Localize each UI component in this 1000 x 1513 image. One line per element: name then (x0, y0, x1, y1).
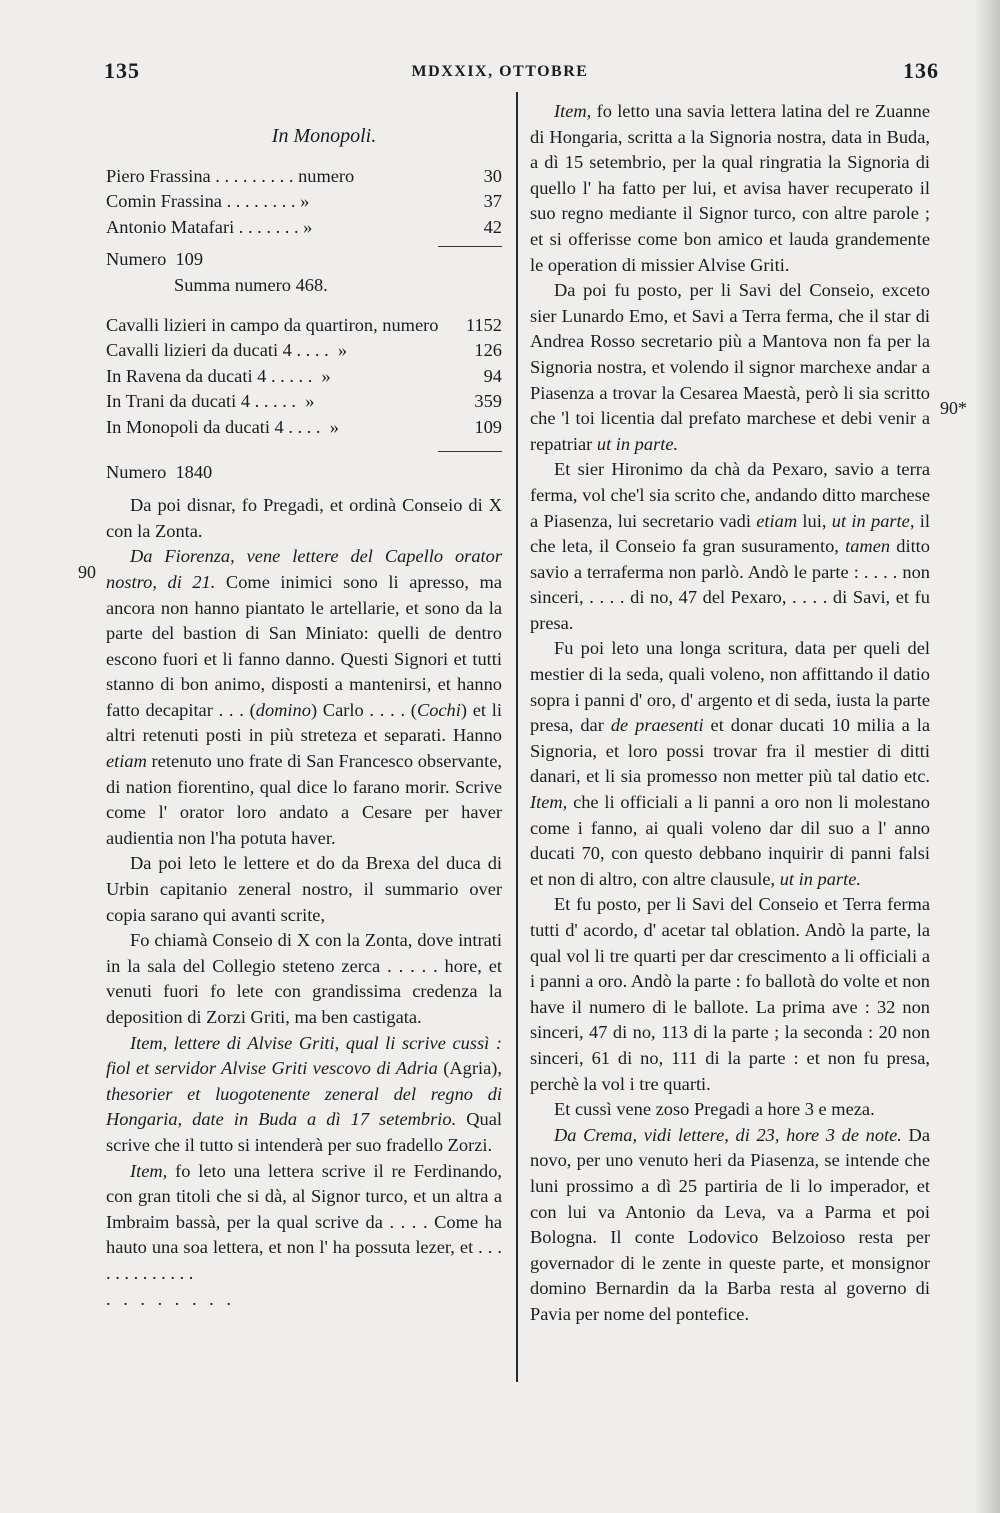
list-row: In Monopoli da ducati 4 . . . . » 109 (106, 416, 502, 437)
summa-line: Summa numero 468. (174, 274, 328, 295)
page-edge-shadow (974, 0, 1000, 1513)
list-row: In Ravena da ducati 4 . . . . . » 94 (106, 365, 502, 386)
count-list-1 (106, 164, 502, 241)
paragraph: Da Crema, vidi lettere, di 23, hore 3 de note. Da novo, per uno venuto heri da Piasenza, se intende che luni prossimo a dì 25 partiria de li lo imperador, et con lui va Antonio da Leva, va a Parma et poi Bologna. Il conte Lodovico Belzoioso resta per governador di le zente in queste parte, et monsignor domino Bernardin da la Barba resta al governo di Pavia per nome del pontefice. (530, 1124, 930, 1324)
section-heading: In Monopoli. (271, 125, 377, 147)
paragraph: Fu poi leto una longa scritura, data per queli del mestier di la seda, quali voleno, non affittando il datio sopra i panni d' oro, d' argento et di seda, iusta la parte presa, dar de praesenti et donar ducati 10 milia a la Signoria, et loro possi trovar fra il mestier di ditti danari, et li sia promesso non metter più tal datio etc. Item, che li officiali a li panni a oro non li molestano come i fanno, ai quali voleno dar dil suo a l' anno ducati 70, con questo debbano inquirir di panni falsi et non di altro, con altre clausule, ut in parte. (530, 638, 931, 889)
list-row: Cavalli lizieri in campo da quartiron, numero 1152 (106, 314, 502, 335)
left-column (106, 124, 502, 1312)
paragraph: Item, fo letto una savia lettera latina del re Zuanne di Hongaria, scritta a la Signoria nostra, data in Buda, a dì 15 setembrio, per la qual ringratia la Signoria di quello l' ha fatto per lui, et avisa haver recuperato il suo regno mediante il Signor turco, con altre parole ; et si offerisse come bon amico et lauda grandemente le operation di missier Alvise Griti. (530, 101, 930, 275)
list-row: Cavalli lizieri da ducati 4 . . . . » 126 (106, 340, 502, 361)
paragraph: Da poi fu posto, per li Savi del Conseio, exceto sier Lunardo Emo, et Savi a Terra ferma, che il star di Andrea Rosso secretario più a Mantova non fa per la Signoria nostra, et volendo il signor marchexe andar a Piasenza a trovar la Cesarea Maestà, però li sia scritto che 'l toi licentia dal prefato marchese et debi venir a repatriar ut in parte. (530, 280, 930, 454)
subtotal: Numero 109 (106, 249, 204, 270)
right-page-number: 136 (903, 58, 939, 83)
right-margin-number: 90* (940, 398, 967, 418)
list-row: Comin Frassina . . . . . . . . » 37 (106, 191, 502, 212)
ellipsis-line: . . . . . . . . (106, 1288, 235, 1309)
paragraph: Item, lettere di Alvise Griti, qual li scrive cussì : fiol et servidor Alvise Griti vescovo di Adria (Agria), thesorier et luogotenente zeneral del regno di Hongaria, date in Buda a dì 17 setembrio. Qual scrive che il tutto si intenderà per suo fradello Zorzi. (106, 1032, 502, 1155)
paragraph: Da poi leto le lettere et do da Brexa del duca di Urbin capitanio zeneral nostro, il summario over copia sarano qui avanti scrite, (106, 853, 502, 925)
running-header: MDXXIX, OTTOBRE (411, 63, 589, 80)
paragraph: Et cussì vene zoso Pregadi a hore 3 e meza. (554, 1099, 875, 1120)
list-row: In Trani da ducati 4 . . . . . » 359 (106, 391, 502, 412)
column-rule (516, 92, 518, 1382)
total: Numero 1840 (106, 461, 213, 482)
paragraph: Fo chiamà Conseio di X con la Zonta, dove intrati in la sala del Collegio steteno zerca . . . . . hore, et venuti fuori fo lete con grandissima credenza la deposition di Zorzi Griti, ma ben castigata. (106, 930, 502, 1027)
list-row: Piero Frassina . . . . . . . . . numero 30 (106, 165, 502, 186)
paragraph: Et sier Hironimo da chà da Pexaro, savio a terra ferma, vol che'l sia scrito che, andando ditto marchese a Piasenza, lui secretario vadi etiam lui, ut in parte, il che leta, il Conseio fa gran susuramento, tamen ditto savio a terraferma non parlò. Andò le parte : . . . . non sinceri, . . . . di no, 47 del Pexaro, . . . . di Savi, et fu presa. (530, 459, 930, 633)
left-page-number: 135 (104, 58, 140, 83)
count-list-2 (106, 313, 502, 441)
list-row: Antonio Matafari . . . . . . . » 42 (106, 216, 502, 237)
right-column (530, 99, 930, 1328)
paragraph: Et fu posto, per li Savi del Conseio et Terra ferma tutti d' acordo, d' acetar tal oblation. Andò la parte, la qual vol li tre quarti per dar crescimento a li officiali a i panni a oro. Andò la parte : fo ballotà do volte et non have il numero di le ballote. La prima ave : 32 non sinceri, 47 di no, 113 di la parte ; la seconda : 20 non sinceri, 61 di no, 111 di la parte : et non fu presa, perchè la vol i tre quarti. (530, 894, 930, 1094)
paragraph: Da poi disnar, fo Pregadi, et ordinà Conseio di X con la Zonta. (106, 495, 502, 541)
paragraph: Da Fiorenza, vene lettere del Capello orator nostro, di 21. Come inimici sono li apresso, ma ancora non hanno piantato le artellarie, et sono da la parte del bastion di San Miniato: quelli de dentro escono fuori et li fanno danno. Questi Signori et tutti stanno di bon animo, disposti a mantenirsi, et hanno fatto decapitar . . . (domino) Carlo . . . . (Cochi) et li altri retenuti posti in più streteza et separati. Hanno etiam retenuto uno frate di San Francesco observante, di nation fiorentino, qual dice lo farano morir. Scrive come l' orator loro andato a Cesare per haver audientia non l'ha potuta haver. (106, 546, 502, 848)
left-margin-number: 90 (78, 562, 96, 582)
sum-rule (438, 451, 502, 452)
paragraph: Item, fo leto una lettera scrive il re Ferdinando, con gran titoli che si dà, al Signor turco, et un altra a Imbraim bassà, per la qual scrive da . . . . Come ha hauto una soa lettera, et non l' ha possuta lezer, et . . . . . . . . . . . . . (106, 1160, 502, 1283)
